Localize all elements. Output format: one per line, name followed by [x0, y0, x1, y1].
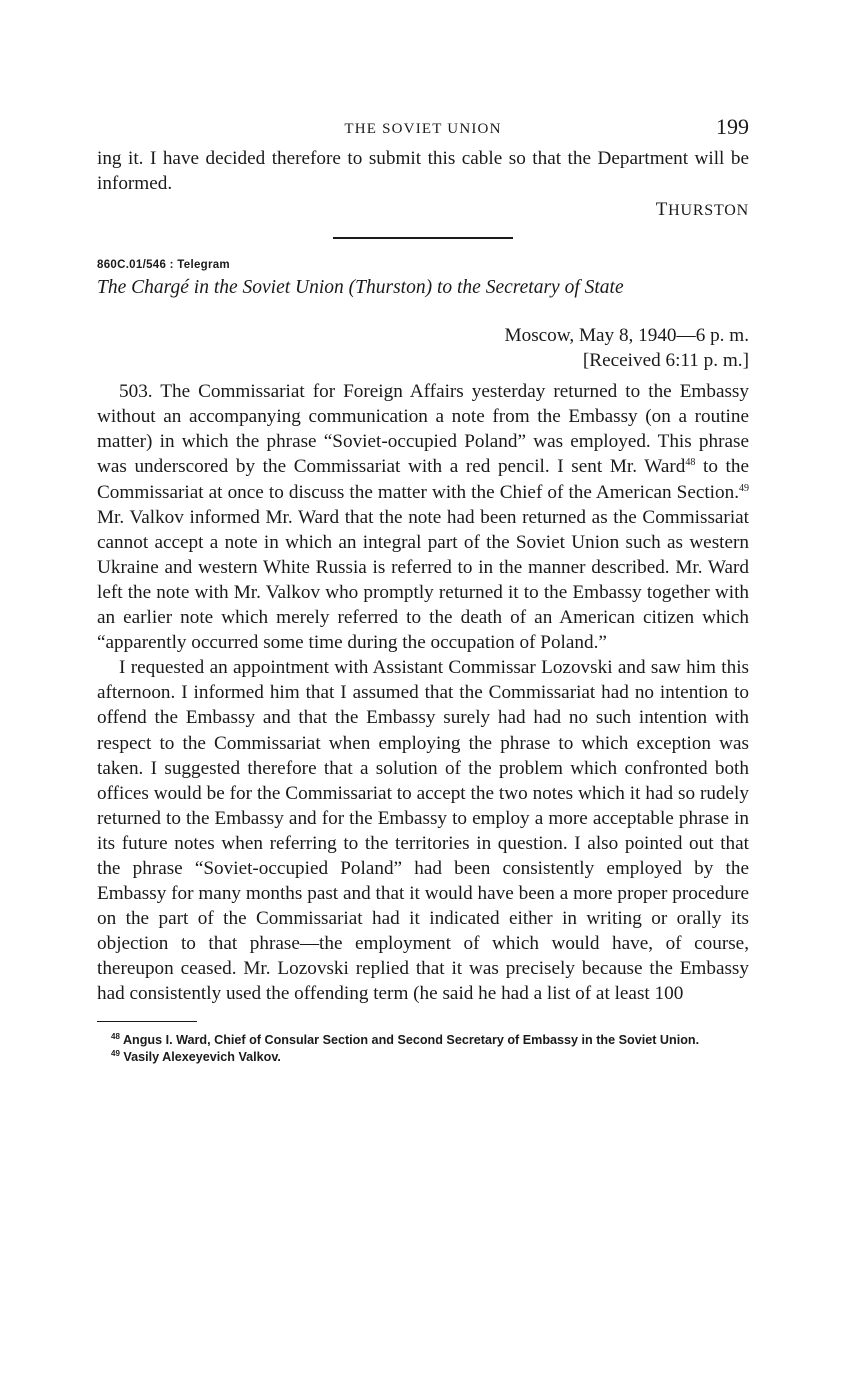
signature-rest: HURSTON	[668, 202, 749, 220]
footnote-mark-49: 49	[111, 1048, 120, 1058]
file-reference: 860C.01/546 : Telegram	[97, 259, 230, 272]
running-title: THE SOVIET UNION	[344, 121, 502, 137]
footnote-divider	[97, 1021, 197, 1023]
dateline-received: [Received 6:11 p. m.]	[582, 350, 749, 372]
carryover-paragraph: ing it. I have decided therefore to submit this cable so that the Department will be informed.	[97, 148, 749, 195]
body-paragraph-1-part-b: to the Commissariat at once to discuss the matter with the Chief of the American Section.	[97, 456, 749, 503]
footnotes	[97, 1032, 749, 1065]
footnote-ref-49: 49	[739, 482, 749, 494]
footnote-48	[97, 1032, 749, 1049]
footnote-ref-48: 48	[685, 457, 696, 469]
signature-initial: T	[655, 199, 669, 221]
footnote-text-49: Vasily Alexeyevich Valkov.	[119, 1049, 281, 1064]
dateline	[97, 323, 749, 373]
signature	[97, 198, 749, 223]
footnote-text-48: Angus I. Ward, Chief of Consular Section and Second Secretary of Embassy in the Soviet Union.	[119, 1033, 700, 1048]
running-head	[97, 112, 749, 146]
body-paragraph-1-part-c: Mr. Valkov informed Mr. Ward that the note had been returned as the Commissariat cannot accept a note in which an integral part of the Soviet Union such as western Ukraine and western White Russia is referred to in the manner described. Mr. Ward left the note with Mr. Valkov who promptly returned it to the Embassy together with an earlier note which merely referred to the death of an American citizen which “apparently occurred some time during the occupation of Poland.”	[97, 506, 749, 654]
footnote-49	[97, 1049, 749, 1066]
body-paragraph-1	[97, 379, 749, 655]
page-number: 199	[716, 114, 749, 139]
footnote-mark-48: 48	[111, 1032, 120, 1042]
body-paragraph-1-part-a: 503. The Commissariat for Foreign Affairs yesterday returned to the Embassy without an accompanying communication a note from the Embassy (on a routine matter) in which the phrase “Soviet-occupied Poland” was employed. This phrase was underscored by the Commissariat with a red pencil. I sent Mr. Ward	[97, 381, 749, 478]
document-page	[97, 112, 749, 1065]
document-title: The Chargé in the Soviet Union (Thurston) to the Secretary of State	[97, 277, 624, 299]
dateline-sent: Moscow, May 8, 1940—6 p. m.	[504, 325, 749, 347]
body-paragraph-2: I requested an appointment with Assistant Commissar Lozovski and saw him this afternoon. I informed him that I assumed that the Commissariat had no intention to offend the Embassy and that the Embassy surely had had no such intention with respect to the Commissariat when employing the phrase to which exception was taken. I suggested therefore that a solution of the problem which confronted both offices would be for the Commissariat to accept the two notes which it had so rudely returned to the Embassy and for the Embassy to employ a more acceptable phrase in its future notes when referring to the territories in question. I also pointed out that the phrase “Soviet-occupied Poland” had been consistently employed by the Embassy for many months past and that it would have been a more proper procedure on the part of the Commissariat had it indicated either in writing or orally its objection to that phrase—the employment of which would have, of course, thereupon ceased. Mr. Lozovski replied that it was precisely because the Embassy had consistently used the offending term (he said he had a list of at least 100	[97, 657, 749, 1005]
telegram-body	[97, 379, 749, 1006]
section-divider	[333, 237, 513, 239]
